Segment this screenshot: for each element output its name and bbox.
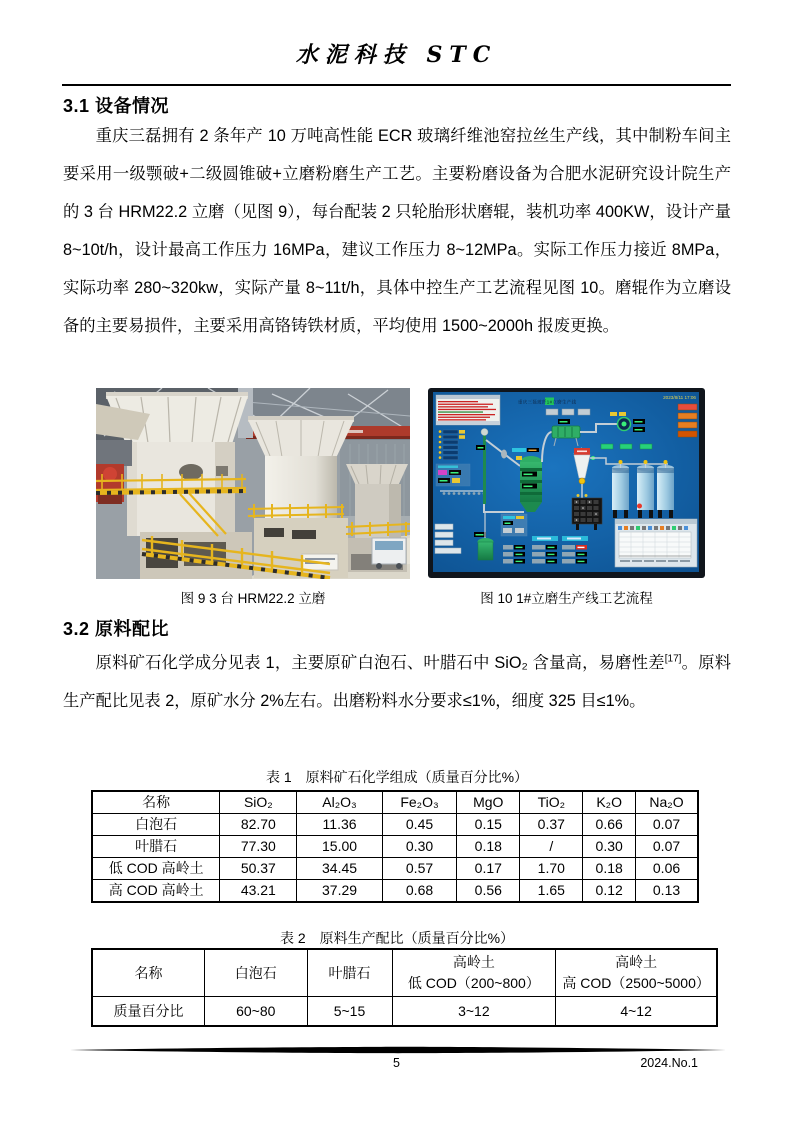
- page-number: 5: [393, 1056, 400, 1070]
- cell: 0.12: [583, 880, 636, 903]
- table-row: [92, 836, 698, 858]
- figure-caption-9: 图 9 3 台 HRM22.2 立磨: [180, 591, 326, 606]
- cell: 0.66: [583, 814, 636, 836]
- th-na2o: Na₂O: [636, 791, 698, 814]
- figure-9-photo: [96, 388, 410, 579]
- cell: 0.37: [520, 814, 583, 836]
- paragraph-materials: [63, 644, 731, 720]
- dcs-screenshot: [428, 388, 705, 578]
- cell: 5~15: [307, 997, 392, 1027]
- cell: 0.18: [583, 858, 636, 880]
- pump-labels: [601, 444, 652, 449]
- paragraph-materials-part2: 。原料生产配比见表 2，原矿水分 2%左右。出磨粉料水分要求≤1%，细度 325 目≤1%。: [63, 654, 731, 710]
- section-heading-3-2: 3.2 原料配比: [63, 619, 170, 639]
- table-row: [92, 814, 698, 836]
- cell: 0.57: [382, 858, 457, 880]
- cell: 1.65: [520, 880, 583, 903]
- table-row: [92, 880, 698, 903]
- cell: 高 COD 高岭土: [92, 880, 220, 903]
- cell: 43.21: [220, 880, 297, 903]
- issue-number: 2024.No.1: [640, 1056, 698, 1070]
- cell: 3~12: [392, 997, 556, 1027]
- dcs-mini-panel: [436, 464, 470, 486]
- cell: 0.07: [636, 814, 698, 836]
- local-control-panel: [501, 514, 527, 536]
- table-ore-composition: [91, 790, 699, 903]
- cell: 0.56: [457, 880, 520, 903]
- alarm-list-window: [436, 395, 500, 425]
- table-row: [92, 997, 717, 1027]
- cell: 82.70: [220, 814, 297, 836]
- cell: 质量百分比: [92, 997, 205, 1027]
- dcs-timestamp: 2023/8/11 17:06: [663, 395, 696, 400]
- cell: 0.30: [583, 836, 636, 858]
- cell: 37.29: [297, 880, 382, 903]
- cell: 0.13: [636, 880, 698, 903]
- kaolin-high-line1: 高岭土: [615, 954, 658, 970]
- cell: 0.68: [382, 880, 457, 903]
- kaolin-high-line2: 高 COD（2500~5000）: [562, 975, 710, 991]
- th-yelashi: 叶腊石: [307, 949, 392, 997]
- th-kaolin-high: [556, 949, 717, 997]
- cell: 0.17: [457, 858, 520, 880]
- th-kaolin-low: [392, 949, 556, 997]
- th-tio2: TiO₂: [520, 791, 583, 814]
- dcs-screen-title: 重庆三磊玻纤1#立磨生产线: [518, 399, 577, 405]
- th-mgo: MgO: [457, 791, 520, 814]
- th-baipaoshi: 白泡石: [205, 949, 308, 997]
- footer-rule: [70, 1046, 726, 1054]
- cell: 0.18: [457, 836, 520, 858]
- cell: 低 COD 高岭土: [92, 858, 220, 880]
- th-k2o: K₂O: [583, 791, 636, 814]
- section-heading-3-1: 3.1 设备情况: [63, 96, 170, 116]
- cell: 0.07: [636, 836, 698, 858]
- table-row: [92, 858, 698, 880]
- cell: 0.45: [382, 814, 457, 836]
- cell: 50.37: [220, 858, 297, 880]
- kaolin-low-line2: 低 COD（200~800）: [407, 975, 540, 991]
- th-sio2: SiO₂: [220, 791, 297, 814]
- table-2-caption: 表 2 原料生产配比（质量百分比%）: [279, 930, 515, 946]
- cell: 60~80: [205, 997, 308, 1027]
- trend-chart-window: [615, 519, 697, 567]
- figure-10-dcs: [428, 388, 705, 578]
- cell: 11.36: [297, 814, 382, 836]
- table-mix-ratio: [91, 948, 718, 1027]
- vertical-mills-photo: [96, 388, 410, 579]
- cell: 4~12: [556, 997, 717, 1027]
- table-header-row: [92, 949, 717, 997]
- cell: 0.30: [382, 836, 457, 858]
- cell: /: [520, 836, 583, 858]
- journal-title: 水泥科技 STC: [295, 42, 498, 68]
- header-rule: [62, 84, 731, 86]
- th-al2o3: Al₂O₃: [297, 791, 382, 814]
- figure-caption-10: 图 10 1#立磨生产线工艺流程: [480, 591, 653, 606]
- product-silos: [612, 460, 674, 518]
- cell: 0.15: [457, 814, 520, 836]
- table-1-caption: 表 1 原料矿石化学组成（质量百分比%）: [265, 769, 529, 785]
- cell: 白泡石: [92, 814, 220, 836]
- th-name: 名称: [92, 949, 205, 997]
- dcs-nav-buttons: [546, 409, 590, 415]
- th-name: 名称: [92, 791, 220, 814]
- table-header-row: [92, 791, 698, 814]
- cell: 0.06: [636, 858, 698, 880]
- cell: 1.70: [520, 858, 583, 880]
- cell: 叶腊石: [92, 836, 220, 858]
- paragraph-materials-part1: 原料矿石化学成分见表 1，主要原矿白泡石、叶腊石中 SiO₂ 含量高，易磨性差: [95, 654, 665, 672]
- reference-superscript: [17]: [664, 653, 682, 665]
- paragraph-equipment: 重庆三磊拥有 2 条年产 10 万吨高性能 ECR 玻璃纤维池窑拉丝生产线，其中制粉车间主要采用一级颚破+二级圆锥破+立磨粉磨生产工艺。主要粉磨设备为合肥水泥研究设计院生产的 3 台 HRM22.2 立磨（见图 9），每台配装 2 只轮胎形状磨辊，装机功率 400KW，设计产量 8~10t/h，设计最高工作压力 16MPa，建议工作压力 8~12MPa。实际工作压力接近 8MPa，实际功率 280~320kw，实际产量 8~11t/h，具体中控生产工艺流程见图 10。磨辊作为立磨设备的主要易损件，主要采用高铬铸铁材质，平均使用 1500~2000h 报废更换。: [63, 127, 731, 335]
- kaolin-low-line1: 高岭土: [452, 954, 495, 970]
- cell: 34.45: [297, 858, 382, 880]
- cell: 77.30: [220, 836, 297, 858]
- cell: 15.00: [297, 836, 382, 858]
- th-fe2o3: Fe₂O₃: [382, 791, 457, 814]
